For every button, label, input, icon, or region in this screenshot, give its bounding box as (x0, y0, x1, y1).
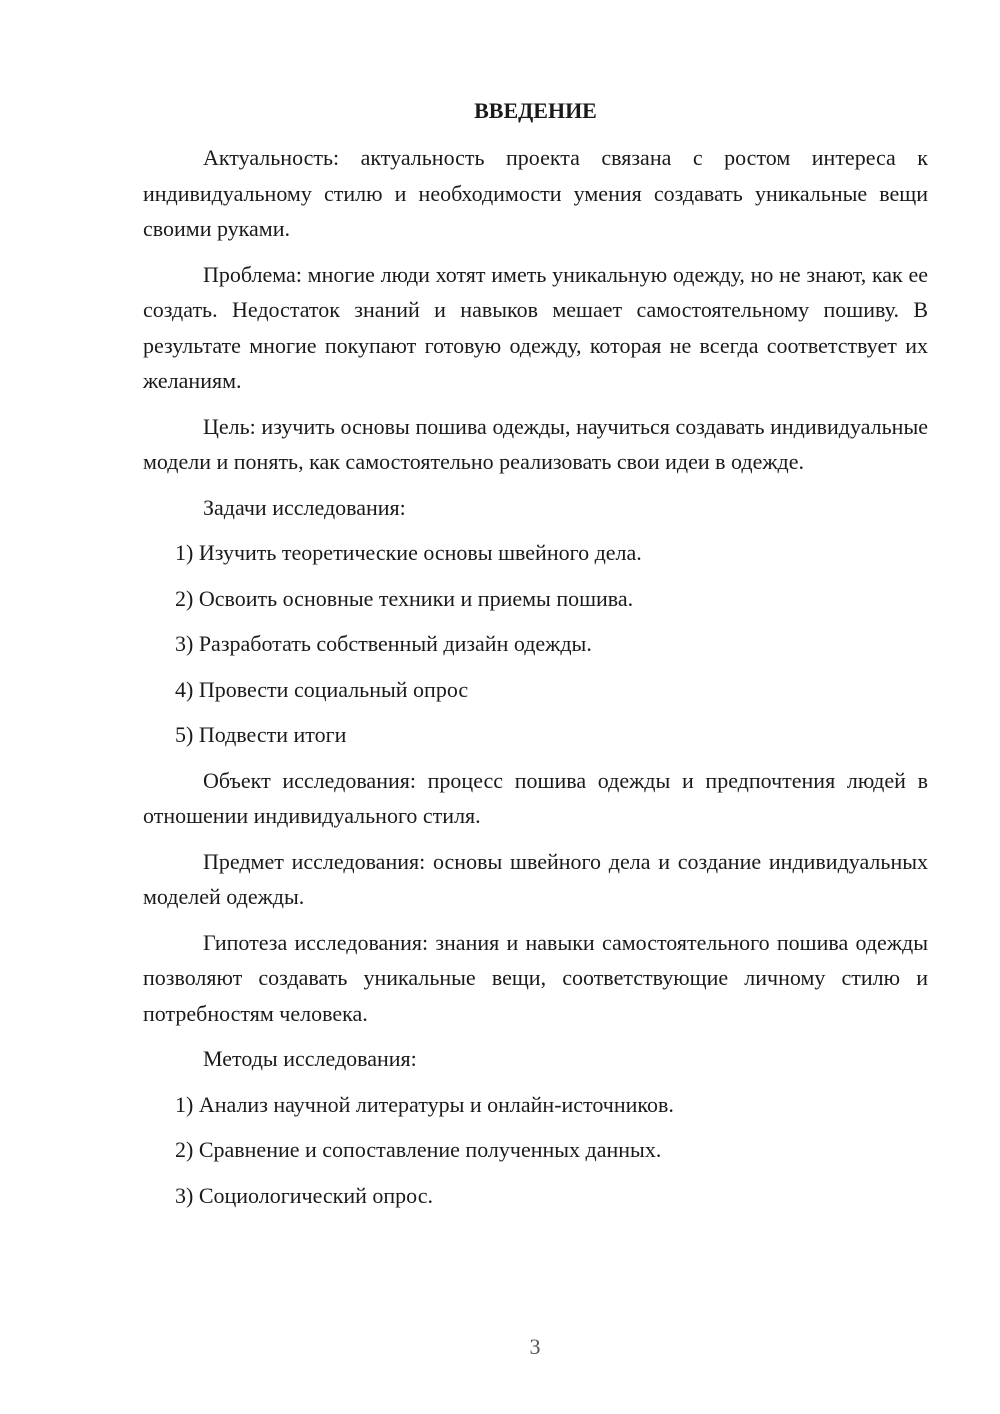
tasks-heading: Задачи исследования: (203, 494, 406, 520)
tasks-list (143, 535, 928, 753)
subject-paragraph: Предмет исследования: основы швейного дела и создание индивидуальных моделей одежды. (143, 848, 928, 909)
page-content (143, 96, 928, 1223)
method-item: 3) Социологический опрос. (175, 1182, 433, 1208)
goal-paragraph: Цель: изучить основы пошива одежды, научиться создавать индивидуальные модели и понять, как самостоятельно реализовать свои идеи в одежде. (143, 413, 928, 474)
task-item: 3) Разработать собственный дизайн одежды. (175, 631, 592, 656)
task-item: 2) Освоить основные техники и приемы пошива. (175, 585, 634, 611)
methods-list (143, 1087, 928, 1214)
task-item: 5) Подвести итоги (175, 722, 347, 747)
object-paragraph: Объект исследования: процесс пошива одежды и предпочтения людей в отношении индивидуального стиля. (143, 767, 928, 828)
task-item: 1) Изучить теоретические основы швейного дела. (175, 540, 642, 565)
hypothesis-paragraph: Гипотеза исследования: знания и навыки самостоятельного пошива одежды позволяют создавать уникальные вещи, соответствующие личному стилю и потребностям человека. (143, 929, 928, 1026)
methods-heading: Методы исследования: (203, 1046, 417, 1071)
task-item: 4) Провести социальный опрос (175, 676, 469, 702)
page-number: 3 (529, 1334, 541, 1359)
method-item: 1) Анализ научной литературы и онлайн-источников. (175, 1091, 674, 1117)
relevance-paragraph: Актуальность: актуальность проекта связана с ростом интереса к индивидуальному стилю и необходимости умения создавать уникальные вещи своими руками. (143, 145, 928, 241)
page-title: ВВЕДЕНИЕ (474, 98, 597, 123)
problem-paragraph: Проблема: многие люди хотят иметь уникальную одежду, но не знают, как ее создать. Недостаток знаний и навыков мешает самостоятельному пошиву. В результате многие покупают готовую одежду, которая не всегда соответствует их желаниям. (143, 261, 928, 393)
method-item: 2) Сравнение и сопоставление полученных данных. (175, 1137, 662, 1162)
